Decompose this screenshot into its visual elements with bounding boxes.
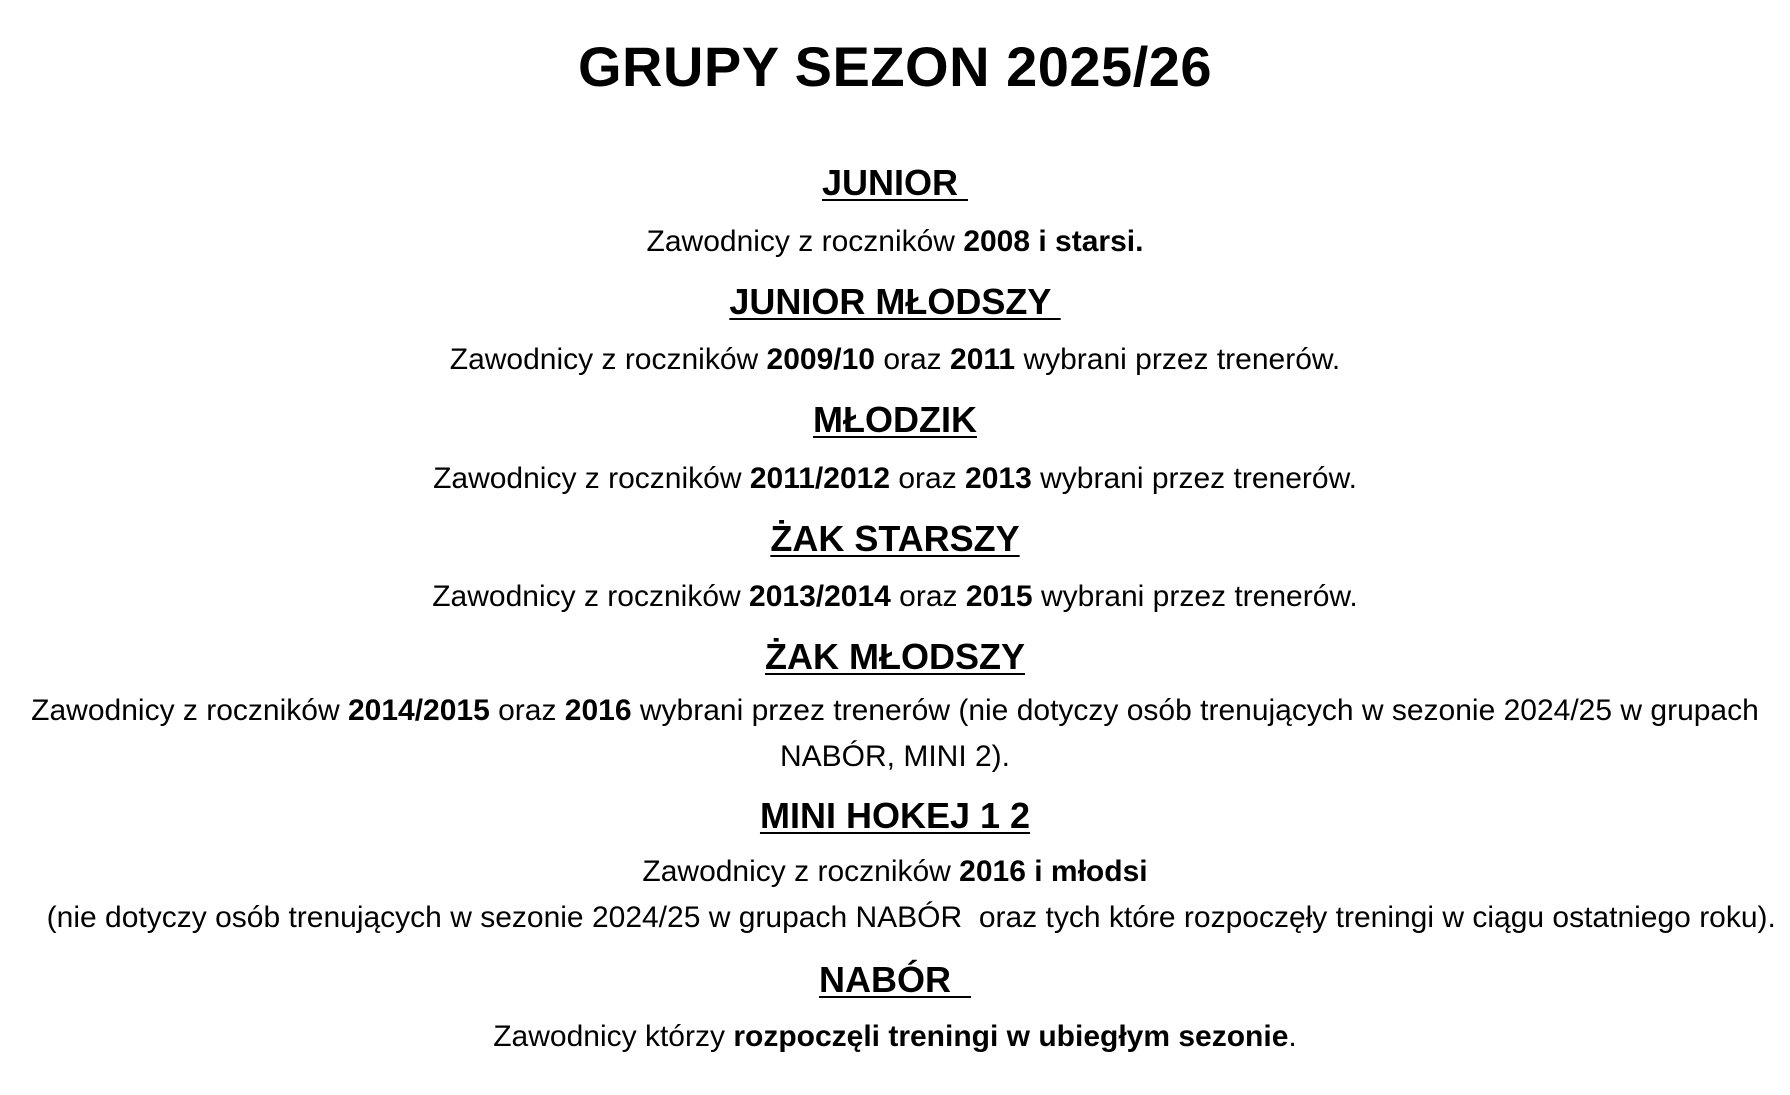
group-desc-junior-mlodszy <box>30 337 1760 383</box>
bold-text: 2008 i starsi. <box>963 225 1144 258</box>
group-heading-nabor: NABÓR <box>819 959 971 1000</box>
group-desc-zak-mlodszy <box>30 688 1760 780</box>
group-heading-junior: JUNIOR <box>821 162 969 203</box>
group-heading-mini-hokej: MINI HOKEJ 1 2 <box>759 795 1031 836</box>
bold-text: 2011/2012 <box>749 462 890 495</box>
bold-text: 2013 <box>965 462 1032 495</box>
bold-text: 2011 <box>950 343 1016 376</box>
text: oraz <box>489 694 565 727</box>
text: wybrani przez trenerów. <box>1032 580 1358 613</box>
text: oraz <box>874 343 951 376</box>
page-title: GRUPY SEZON 2025/26 <box>577 35 1213 98</box>
group-desc-mini-hokej <box>30 849 1776 941</box>
text: . <box>1288 1020 1297 1053</box>
text: Zawodnicy z roczników <box>31 694 348 727</box>
group-heading-junior-mlodszy: JUNIOR MŁODSZY <box>729 281 1061 322</box>
group-heading-mlodzik: MŁODZIK <box>813 399 977 440</box>
text: wybrani przez trenerów. <box>1015 343 1341 376</box>
text: Zawodnicy z roczników <box>432 580 750 613</box>
group-desc-mlodzik <box>30 456 1760 502</box>
bold-text: 2016 i młodsi <box>959 855 1148 888</box>
group-desc-junior <box>30 219 1760 265</box>
bold-text: 2016 <box>564 694 632 727</box>
bold-text: rozpoczęli treningi w ubiegłym sezonie <box>733 1020 1289 1053</box>
text: Zawodnicy z roczników <box>433 462 750 495</box>
text: Zawodnicy z roczników <box>646 225 964 258</box>
text: wybrani przez trenerów (nie dotyczy osób trenujących w sezonie 2024/25 w grupach NABÓR, MINI 2). <box>631 694 1759 773</box>
group-desc-zak-starszy <box>30 574 1760 620</box>
text: Zawodnicy z roczników <box>642 855 960 888</box>
text: wybrani przez trenerów. <box>1031 462 1357 495</box>
text: oraz <box>890 462 966 495</box>
group-desc-nabor <box>30 1014 1760 1060</box>
text: (nie dotyczy osób trenujących w sezonie 2024/25 w grupach NABÓR oraz tych które rozpoczęły treningi w ciągu ostatniego roku). <box>30 901 1776 934</box>
group-heading-zak-starszy: ŻAK STARSZY <box>770 518 1020 559</box>
group-heading-zak-mlodszy: ŻAK MŁODSZY <box>765 636 1025 677</box>
bold-text: 2013/2014 <box>749 580 891 613</box>
bold-text: 2009/10 <box>766 343 875 376</box>
text: oraz <box>890 580 966 613</box>
text: Zawodnicy z roczników <box>449 343 767 376</box>
bold-text: 2014/2015 <box>347 694 490 727</box>
text: Zawodnicy którzy <box>493 1020 734 1053</box>
bold-text: 2015 <box>965 580 1033 613</box>
